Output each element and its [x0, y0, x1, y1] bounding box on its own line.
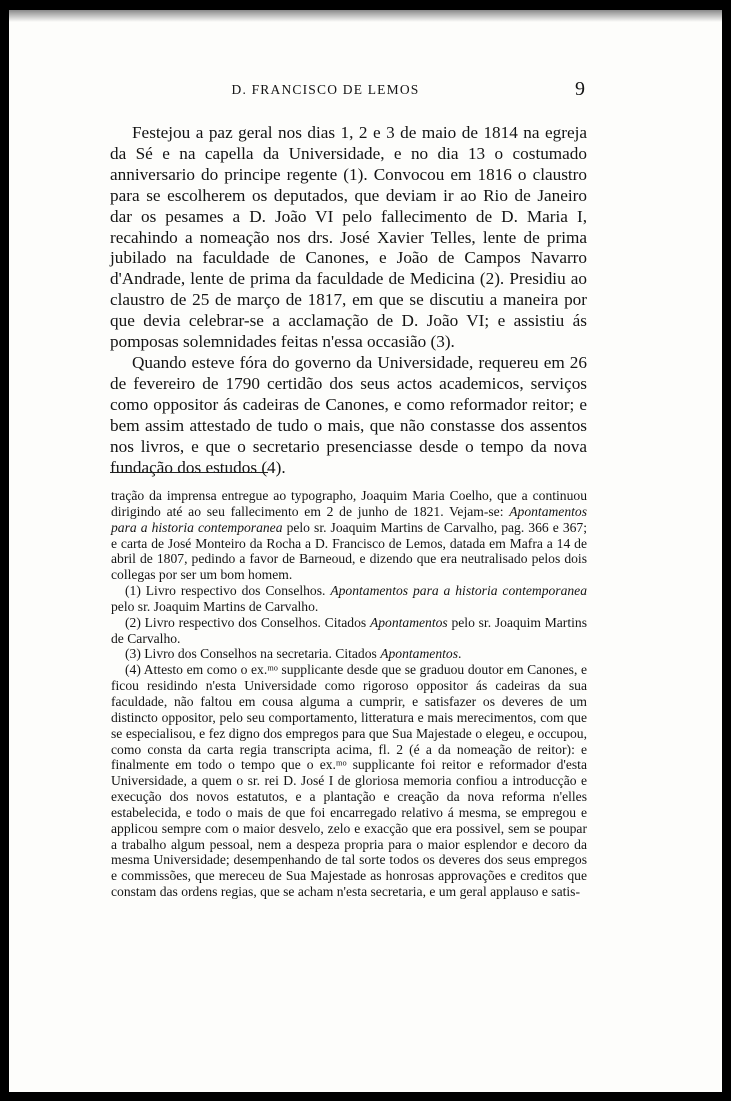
footnote-1 — [111, 583, 587, 615]
page-edge-shadow — [9, 10, 722, 22]
footnote-2-text-1: (2) Livro respectivo dos Conselhos. Citados — [125, 614, 370, 630]
page-number: 9 — [575, 78, 585, 100]
footnote-continuation-text-1: tração da imprensa entregue ao typographo, Joaquim Maria Coelho, que a continuou dirigindo até ao seu fallecimento em 2 de junho de 1821. Vejam-se: — [111, 488, 587, 519]
running-title: D. FRANCISCO DE LEMOS — [231, 82, 420, 97]
footnote-3-text-2: . — [457, 646, 462, 662]
footnote-3-title: Apontamentos — [380, 646, 458, 662]
footnote-3 — [111, 646, 587, 662]
paragraph-1 — [110, 123, 587, 353]
footnote-continuation — [111, 488, 587, 583]
footnote-continuation-title: Apontamentos para a historia contemporanea — [111, 503, 587, 535]
footnote-2-title: Apontamentos — [369, 614, 448, 630]
footnote-2 — [111, 615, 587, 647]
page-header — [9, 78, 722, 100]
paragraph-2 — [110, 353, 587, 478]
footnote-1-text-2: pelo sr. Joaquim Martins de Carvalho. — [111, 598, 319, 614]
main-text — [110, 123, 587, 478]
book-page — [9, 10, 722, 1092]
footnotes — [111, 488, 587, 900]
footnote-1-text-1: (1) Livro respectivo dos Conselhos. — [125, 583, 331, 599]
footnote-continuation-text-2: pelo sr. Joaquim Martins de Carvalho, pag. 366 e 367; e carta de José Monteiro da Rocha a D. Francisco de Lemos, datada em Mafra a 14 de abril de 1807, pedindo a favor de Barneoud, e dizendo que era neutralisado pelos dois collegas por ser um bom homem. — [111, 519, 587, 583]
footnote-2-text-2: pelo sr. Joaquim Martins de Carvalho. — [111, 614, 587, 646]
paragraph-2-text: Quando esteve fóra do governo da Universidade, requereu em 26 de fevereiro de 1790 certidão dos seus actos academicos, serviços como oppositor ás cadeiras de Canones, e como reformador reitor; e bem assim attestado de tudo o mais, que não constasse dos assentos nos livros, e que o secretario presenciasse desde o tempo da nova fundação dos estudos (4). — [110, 352, 587, 477]
footnote-3-text-1: (3) Livro dos Conselhos na secretaria. Citados — [125, 646, 381, 662]
footnote-4 — [111, 662, 587, 900]
footnote-1-title: Apontamentos para a historia contemporanea — [330, 583, 587, 599]
paragraph-1-text: Festejou a paz geral nos dias 1, 2 e 3 de maio de 1814 na egreja da Sé e na capella da Universidade, e no dia 13 o costumado anniversario do principe regente (1). Convocou em 1816 o claustro para se escolherem os deputados, que deviam ir ao Rio de Janeiro dar os pesames a D. João VI pelo fallecimento de D. Maria I, recahindo a nomeação nos drs. José Xavier Telles, lente de prima jubilado na faculdade de Canones, e João de Campos Navarro d'Andrade, lente de prima da faculdade de Medicina (2). Presidiu ao claustro de 25 de março de 1817, em que se discutiu a maneira por que devia celebrar-se a acclamação de D. João VI; e assistiu ás pomposas solemnidades feitas n'essa occasião (3). — [110, 123, 587, 352]
footnote-separator — [110, 472, 268, 473]
footnote-4-text: (4) Attesto em como o ex.ᵐᵒ supplicante desde que se graduou doutor em Canones, e ficou residindo n'esta Universidade como rigoroso oppositor ás cadeiras da sua faculdade, não faltou em cousa alguma a cumprir, e satisfazer os deveres de um distincto oppositor, pelo seu comportamento, litteratura e mais merecimentos, com que se especialisou, e fez digno dos empregos para que Sua Majestade o elegeu, e occupou, como consta da carta regia transcripta acima, fl. 2 (é a da nomeação de reitor): e finalmente em todo o tempo que o ex.ᵐᵒ supplicante foi reitor e reformador d'esta Universidade, a quem o sr. rei D. José I de gloriosa memoria confiou a introducção e execução dos novos estatutos, e a plantação e creação da nova reforma n'elles estabelecida, e todo o mais de que foi encarregado relativo á mesma, se empregou e applicou sempre com o maior desvelo, zelo e exacção que era possivel, sem se poupar a trabalho algum pessoal, nem a despeza propria para o maior esplendor e decoro da mesma Universidade; desempenhando de tal sorte todos os deveres dos seus empregos e commissões, que mereceu de Sua Majestade as honrosas approvações e creditos que constam das ordens regias, que se acham n'esta secretaria, e um geral applauso e satis- — [111, 662, 587, 900]
